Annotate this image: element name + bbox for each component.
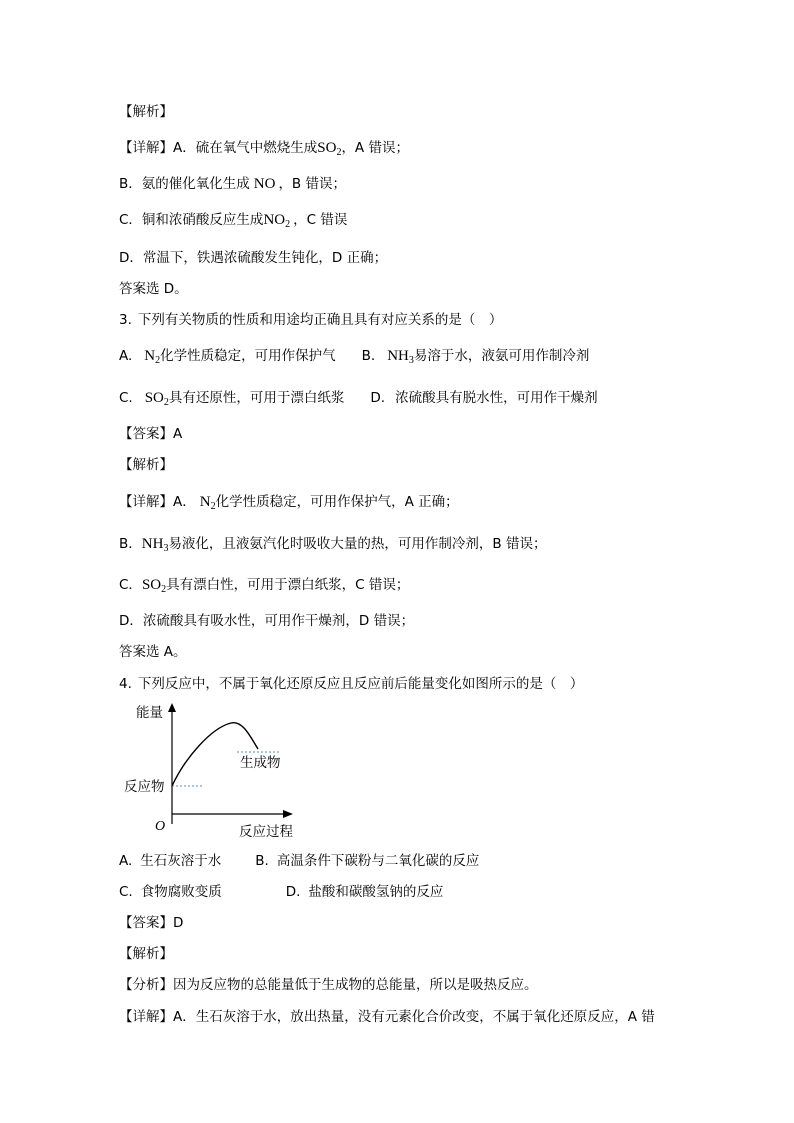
detail-b-verdict: ，B 错误； xyxy=(278,176,346,192)
option-a-label: A. xyxy=(119,853,133,869)
option-a-text: 化学性质稳定，可用作保护气 xyxy=(160,348,336,364)
option-b-text: 易溶于水，液氨可用作制冷剂 xyxy=(413,348,590,364)
formula: $NH_3$ xyxy=(387,348,414,366)
detail-line-d: D．浓硫酸具有吸水性，可用作干燥剂，D 错误； xyxy=(119,613,415,629)
analysis-heading: 【解析】 xyxy=(119,946,173,962)
option-c-text: 具有还原性，可用于漂白纸浆 xyxy=(168,390,345,406)
detail-tag: 【详解】 xyxy=(119,494,173,510)
energy-diagram xyxy=(119,700,309,840)
option-a-text: 生石灰溶于水 xyxy=(140,853,222,869)
formula: $N_2$ xyxy=(199,494,216,512)
formula: $NO_2$ xyxy=(263,212,291,230)
analysis-text: 【分析】因为反应物的总能量低于生成物的总能量，所以是吸热反应。 xyxy=(119,977,538,993)
answer-key: 【答案】D xyxy=(119,915,184,931)
formula: NO xyxy=(253,176,276,192)
detail-c-text: C．铜和浓硝酸反应生成 xyxy=(119,212,264,228)
question-text: 下列有关物质的性质和用途均正确且具有对应关系的是（ ） xyxy=(137,312,503,328)
detail-line-c: C．$SO_2$具有漂白性，可用于漂白纸浆，C 错误； xyxy=(119,577,410,595)
question-4-stem xyxy=(119,675,583,693)
detail-line-a xyxy=(119,139,409,162)
option-d-text: 浓硫酸具有脱水性，可用作干燥剂 xyxy=(395,390,598,406)
question-number: 3. xyxy=(119,312,132,328)
reactant-label: 反应物 xyxy=(124,779,165,795)
analysis-heading: 【解析】 xyxy=(119,457,173,473)
question-3-options-row2 xyxy=(119,389,598,412)
question-3-options-row1 xyxy=(119,347,589,370)
option-d-label: D. xyxy=(285,884,301,900)
detail-line-d: D．常温下，铁遇浓硫酸发生钝化，D 正确； xyxy=(119,250,388,266)
detail-a-verdict: ，A 错误； xyxy=(341,140,409,156)
detail-line-c xyxy=(119,211,347,234)
y-axis-arrow xyxy=(168,703,176,712)
answer-key: 【答案】A xyxy=(119,426,183,442)
option-b-text: 高温条件下碳粉与二氧化碳的反应 xyxy=(276,853,480,869)
option-b-label: B. xyxy=(255,853,269,869)
question-number: 4. xyxy=(119,676,132,692)
question-text: 下列反应中，不属于氧化还原反应且反应前后能量变化如图所示的是（ ） xyxy=(137,676,584,692)
origin-label: O xyxy=(155,819,166,834)
detail-tag: 【详解】 xyxy=(119,140,173,156)
question-4-options-row1 xyxy=(119,852,479,870)
detail-c-verdict: ，C 错误 xyxy=(293,212,348,228)
detail-b-text: 易液化，且液氨汽化时吸收大量的热，可用作制冷剂，B 错误； xyxy=(168,536,547,552)
answer-conclusion: 答案选 D。 xyxy=(119,281,188,297)
question-3-stem xyxy=(119,311,502,329)
detail-b-text: B．氨的催化氧化生成 xyxy=(119,176,250,192)
y-axis-label: 能量 xyxy=(136,705,163,721)
formula: $SO_2$ xyxy=(141,577,167,595)
detail-a-text: A．硫在氧气中燃烧生成 xyxy=(173,140,318,156)
formula: $NH_3$ xyxy=(141,536,169,554)
detail-c-text: 具有漂白性，可用于漂白纸浆，C 错误； xyxy=(166,577,410,593)
formula: $SO_2$ xyxy=(144,390,169,408)
option-b-label: B. xyxy=(361,348,376,364)
answer-conclusion: 答案选 A。 xyxy=(119,644,187,660)
detail-line-a: 【详解】A． $N_2$化学性质稳定，可用作保护气，A 正确； xyxy=(119,494,459,512)
detail-line-b xyxy=(119,175,346,193)
option-d-label: D. xyxy=(370,390,386,406)
option-c-text: 食物腐败变质 xyxy=(140,884,222,900)
product-label: 生成物 xyxy=(240,755,281,771)
analysis-heading: 【解析】 xyxy=(119,104,173,120)
x-axis-label: 反应过程 xyxy=(239,824,293,840)
detail-line-b: B．$NH_3$易液化，且液氨汽化时吸收大量的热，可用作制冷剂，B 错误； xyxy=(119,536,547,554)
question-4-options-row2 xyxy=(119,883,443,901)
option-c-label: C. xyxy=(119,884,133,900)
formula: $N_2$ xyxy=(144,348,161,366)
x-axis-arrow xyxy=(283,810,293,818)
option-d-text: 盐酸和碳酸氢钠的反应 xyxy=(308,884,444,900)
detail-a-text: 化学性质稳定，可用作保护气，A 正确； xyxy=(215,494,459,510)
formula: $SO_2$ xyxy=(317,140,342,158)
detail-text: 【详解】A．生石灰溶于水，放出热量，没有元素化合价改变，不属于氧化还原反应，A 错 xyxy=(119,1009,655,1025)
option-a-label: A. xyxy=(119,348,133,364)
option-c-label: C. xyxy=(119,390,133,406)
